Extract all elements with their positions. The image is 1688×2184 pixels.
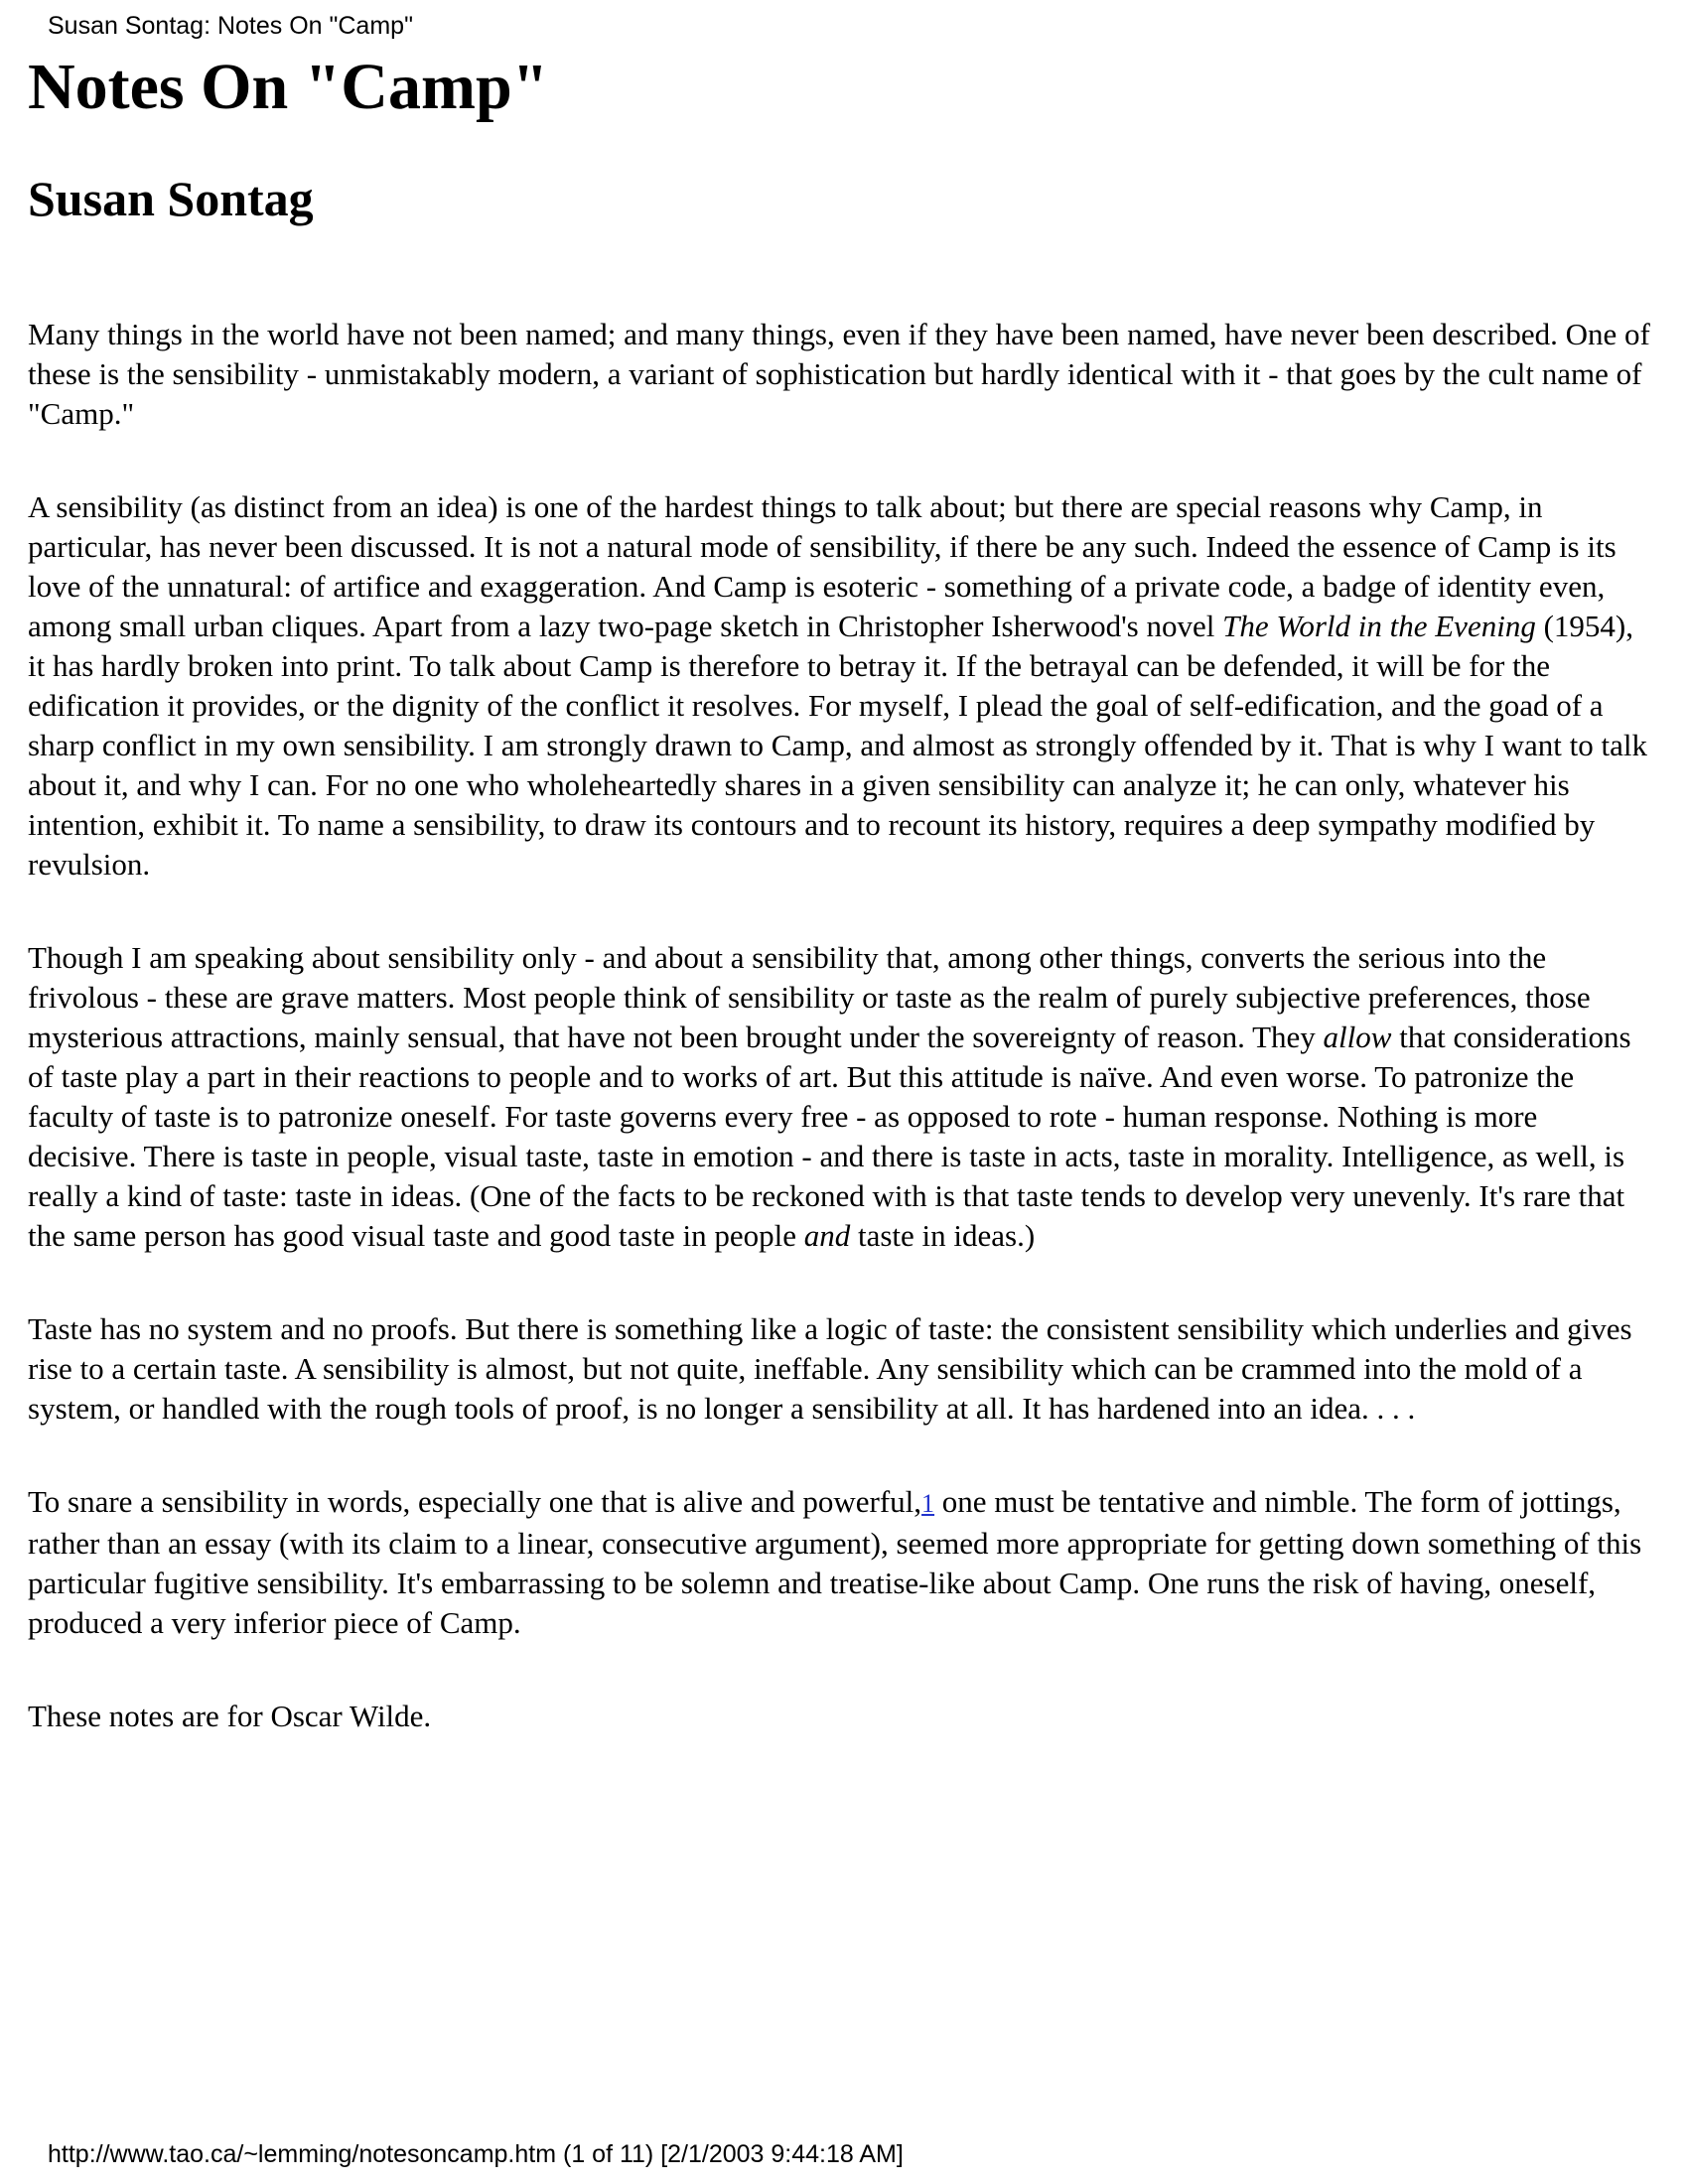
paragraph-4: Taste has no system and no proofs. But there is something like a logic of taste: the consistent sensibility which underlies and gives rise to a certain taste. A sensibility is almost, but not quite, ineffable. Any sensibility which can be crammed into the mold of a system, or handled with the rough tools of proof, is no longer a sensibility at all. It has hardened into an idea. . . . xyxy=(28,1311,1632,1427)
article-author: Susan Sontag xyxy=(28,170,314,226)
paragraph-6: These notes are for Oscar Wilde. xyxy=(28,1699,432,1734)
print-footer: http://www.tao.ca/~lemming/notesoncamp.htm (1 of 11) [2/1/2003 9:44:18 AM] xyxy=(48,2140,904,2168)
footnote-link-1[interactable]: 1 xyxy=(921,1489,935,1519)
paragraph-1: Many things in the world have not been named; and many things, even if they have been named, have never been described. One of these is the sensibility - unmistakably modern, a variant of sophistication but hardly identical with it - that goes by the cult name of "Camp." xyxy=(28,317,1650,432)
italic-text: and xyxy=(803,1218,851,1254)
article-body xyxy=(28,315,1652,1736)
article xyxy=(28,0,1652,1790)
article-title: Notes On "Camp" xyxy=(28,51,549,123)
print-header: Susan Sontag: Notes On "Camp" xyxy=(48,12,413,40)
paragraph-3: Though I am speaking about sensibility only - and about a sensibility that, among other things, converts the serious into the frivolous - these are grave matters. Most people think of sensibility or taste as the realm of purely subjective preferences, those mysterious attractions, mainly sensual, that have not been brought under the sovereignty of reason. They allow that considerations of taste play a part in their reactions to people and to works of art. But this attitude is naïve. And even worse. To patronize the faculty of taste is to patronize oneself. For taste governs every free - as opposed to rote - human response. Nothing is more decisive. There is taste in people, visual taste, taste in emotion - and there is taste in acts, taste in morality. Intelligence, as well, is really a kind of taste: taste in ideas. (One of the facts to be reckoned with is that taste tends to develop very unevenly. It's rare that the same person has good visual taste and good taste in people and taste in ideas.) xyxy=(28,940,1631,1254)
paragraph-2: A sensibility (as distinct from an idea) is one of the hardest things to talk about; but there are special reasons why Camp, in particular, has never been discussed. It is not a natural mode of sensibility, if there be any such. Indeed the essence of Camp is its love of the unnatural: of artifice and exaggeration. And Camp is esoteric - something of a private code, a badge of identity even, among small urban cliques. Apart from a lazy two-page sketch in Christopher Isherwood's novel The World in the Evening (1954), it has hardly broken into print. To talk about Camp is therefore to betray it. If the betrayal can be defended, it will be for the edification it provides, or the dignity of the conflict it resolves. For myself, I plead the goal of self-edification, and the goad of a sharp conflict in my own sensibility. I am strongly drawn to Camp, and almost as strongly offended by it. That is why I want to talk about it, and why I can. For no one who wholeheartedly shares in a given sensibility can analyze it; he can only, whatever his intention, exhibit it. To name a sensibility, to draw its contours and to recount its history, requires a deep sympathy modified by revulsion. xyxy=(28,489,1647,883)
paragraph-5: To snare a sensibility in words, especially one that is alive and powerful,1 one must be tentative and nimble. The form of jottings, rather than an essay (with its claim to a linear, consecutive argument), seemed more appropriate for getting down something of this particular fugitive sensibility. It's embarrassing to be solemn and treatise-like about Camp. One runs the risk of having, oneself, produced a very inferior piece of Camp. xyxy=(28,1484,1642,1641)
italic-text: The World in the Evening xyxy=(1222,609,1536,644)
italic-text: allow xyxy=(1323,1020,1392,1055)
